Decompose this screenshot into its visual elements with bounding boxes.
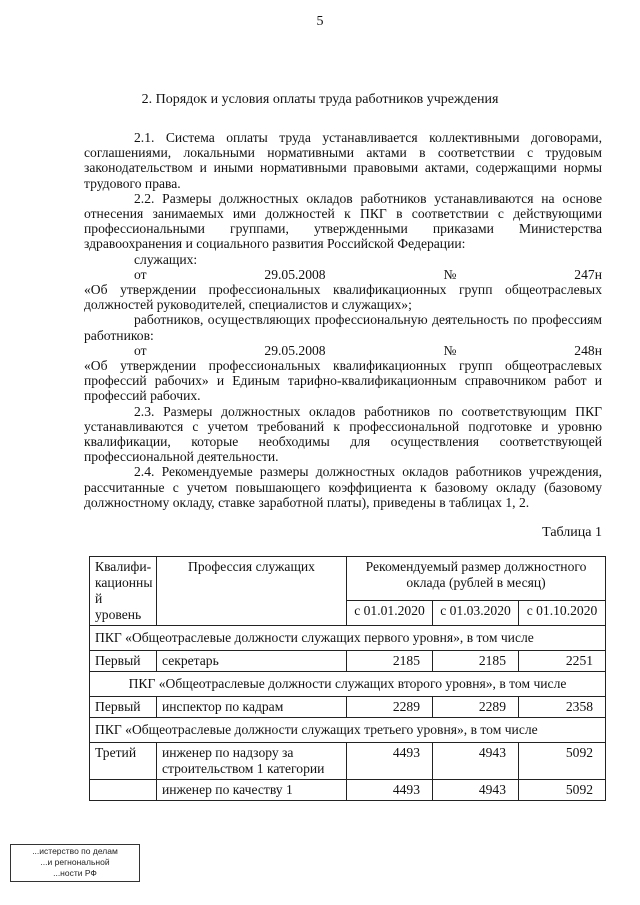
cell-value: 4943: [433, 743, 519, 780]
order-247n: [84, 267, 602, 313]
workers-label: работников, осуществляющих профессиональную деятельность по профессиям работников:: [84, 312, 602, 343]
order-248n-prefix: от: [134, 342, 147, 358]
order-248n-date: 29.05.2008: [264, 342, 326, 358]
paragraph-2-2: 2.2. Размеры должностных окладов работников устанавливаются на основе отнесения занимаемых ими должностей к ПКГ в соответствии с действующими профессиональными группами, утвержденными приказами Министерства здравоохранения и социального развития Российской Федерации:: [84, 190, 602, 252]
section-heading: 2. Порядок и условия оплаты труда работников учреждения: [141, 92, 499, 107]
cell-value: 4943: [433, 780, 519, 801]
group-row: [90, 626, 606, 651]
order-248n-text: «Об утверждении профессиональных квалификационных групп общеотраслевых профессий рабочих» и Единым тарифно-квалификационным справочником работ и профессий рабочих.: [84, 358, 602, 404]
order-247n-prefix: от: [134, 266, 147, 282]
cell-profession: инженер по надзору за строительством 1 категории: [157, 743, 347, 780]
group-title: ПКГ «Общеотраслевые должности служащих третьего уровня», в том числе: [90, 718, 606, 743]
cell-level: Первый: [90, 697, 157, 718]
cell-value: 4493: [347, 743, 433, 780]
paragraph-2-3: 2.3. Размеры должностных окладов работников по соответствующим ПКГ устанавливаются с учетом требований к профессиональной подготовке и уровню квалификации, которые необходимы для осуществления соответствующей профессиональной деятельности.: [84, 403, 602, 465]
stamp-line-3: ...ности РФ: [53, 868, 97, 878]
cell-level: Первый: [90, 651, 157, 672]
cell-value: 2289: [347, 697, 433, 718]
order-247n-no-sign: №: [443, 266, 457, 282]
order-248n: [84, 343, 602, 404]
cell-value: 2289: [433, 697, 519, 718]
cell-level: [90, 780, 157, 801]
group-row: [90, 672, 606, 697]
cell-value: 5092: [519, 743, 606, 780]
table-row: [90, 780, 606, 801]
ministry-stamp: [10, 844, 140, 882]
cell-value: 2251: [519, 651, 606, 672]
paragraph-2-4: 2.4. Рекомендуемые размеры должностных окладов работников учреждения, рассчитанные с учетом повышающего коэффициента к базовому окладу (базовому должностному окладу, ставке заработной платы), приведены в таблицах 1, 2.: [84, 464, 602, 510]
stamp-line-2: ...и регнональной: [40, 857, 110, 867]
header-salary: Рекомендуемый размер должностного оклада (рублей в месяц): [347, 557, 606, 601]
order-248n-number: 248н: [574, 342, 602, 358]
salary-table: [89, 556, 606, 801]
order-247n-text: «Об утверждении профессиональных квалификационных групп общеотраслевых должностей руководителей, специалистов и служащих»;: [84, 282, 602, 313]
table-row: [90, 697, 606, 718]
cell-value: 5092: [519, 780, 606, 801]
order-247n-date: 29.05.2008: [264, 266, 326, 282]
order-248n-no-sign: №: [443, 342, 457, 358]
page-number: 5: [316, 14, 324, 29]
header-date-2: с 01.03.2020: [433, 601, 519, 626]
table-row: [90, 743, 606, 780]
header-profession: Профессия служащих: [157, 557, 347, 626]
cell-level: Третий: [90, 743, 157, 780]
employees-label: служащих:: [134, 251, 198, 267]
group-title: ПКГ «Общеотраслевые должности служащих второго уровня», в том числе: [90, 672, 606, 697]
document-body: [84, 130, 602, 510]
header-date-3: с 01.10.2020: [519, 601, 606, 626]
cell-value: 2358: [519, 697, 606, 718]
stamp-line-1: ...истерство по делам: [32, 846, 118, 856]
cell-profession: инженер по качеству 1: [157, 780, 347, 801]
table-row: [90, 651, 606, 672]
group-row: [90, 718, 606, 743]
cell-profession: инспектор по кадрам: [157, 697, 347, 718]
cell-value: 2185: [433, 651, 519, 672]
cell-profession: секретарь: [157, 651, 347, 672]
table-header-row: [90, 557, 606, 601]
cell-value: 4493: [347, 780, 433, 801]
header-date-1: с 01.01.2020: [347, 601, 433, 626]
order-247n-number: 247н: [574, 266, 602, 282]
group-title: ПКГ «Общеотраслевые должности служащих первого уровня», в том числе: [90, 626, 606, 651]
paragraph-2-1: 2.1. Система оплаты труда устанавливается коллективными договорами, соглашениями, локальными нормативными актами в соответствии с трудовым законодательством и иными нормативными правовыми актами, содержащими нормы трудового права.: [84, 130, 602, 191]
cell-value: 2185: [347, 651, 433, 672]
header-level: Квалифи-кационны й уровень: [90, 557, 157, 626]
table-caption: Таблица 1: [542, 525, 602, 540]
